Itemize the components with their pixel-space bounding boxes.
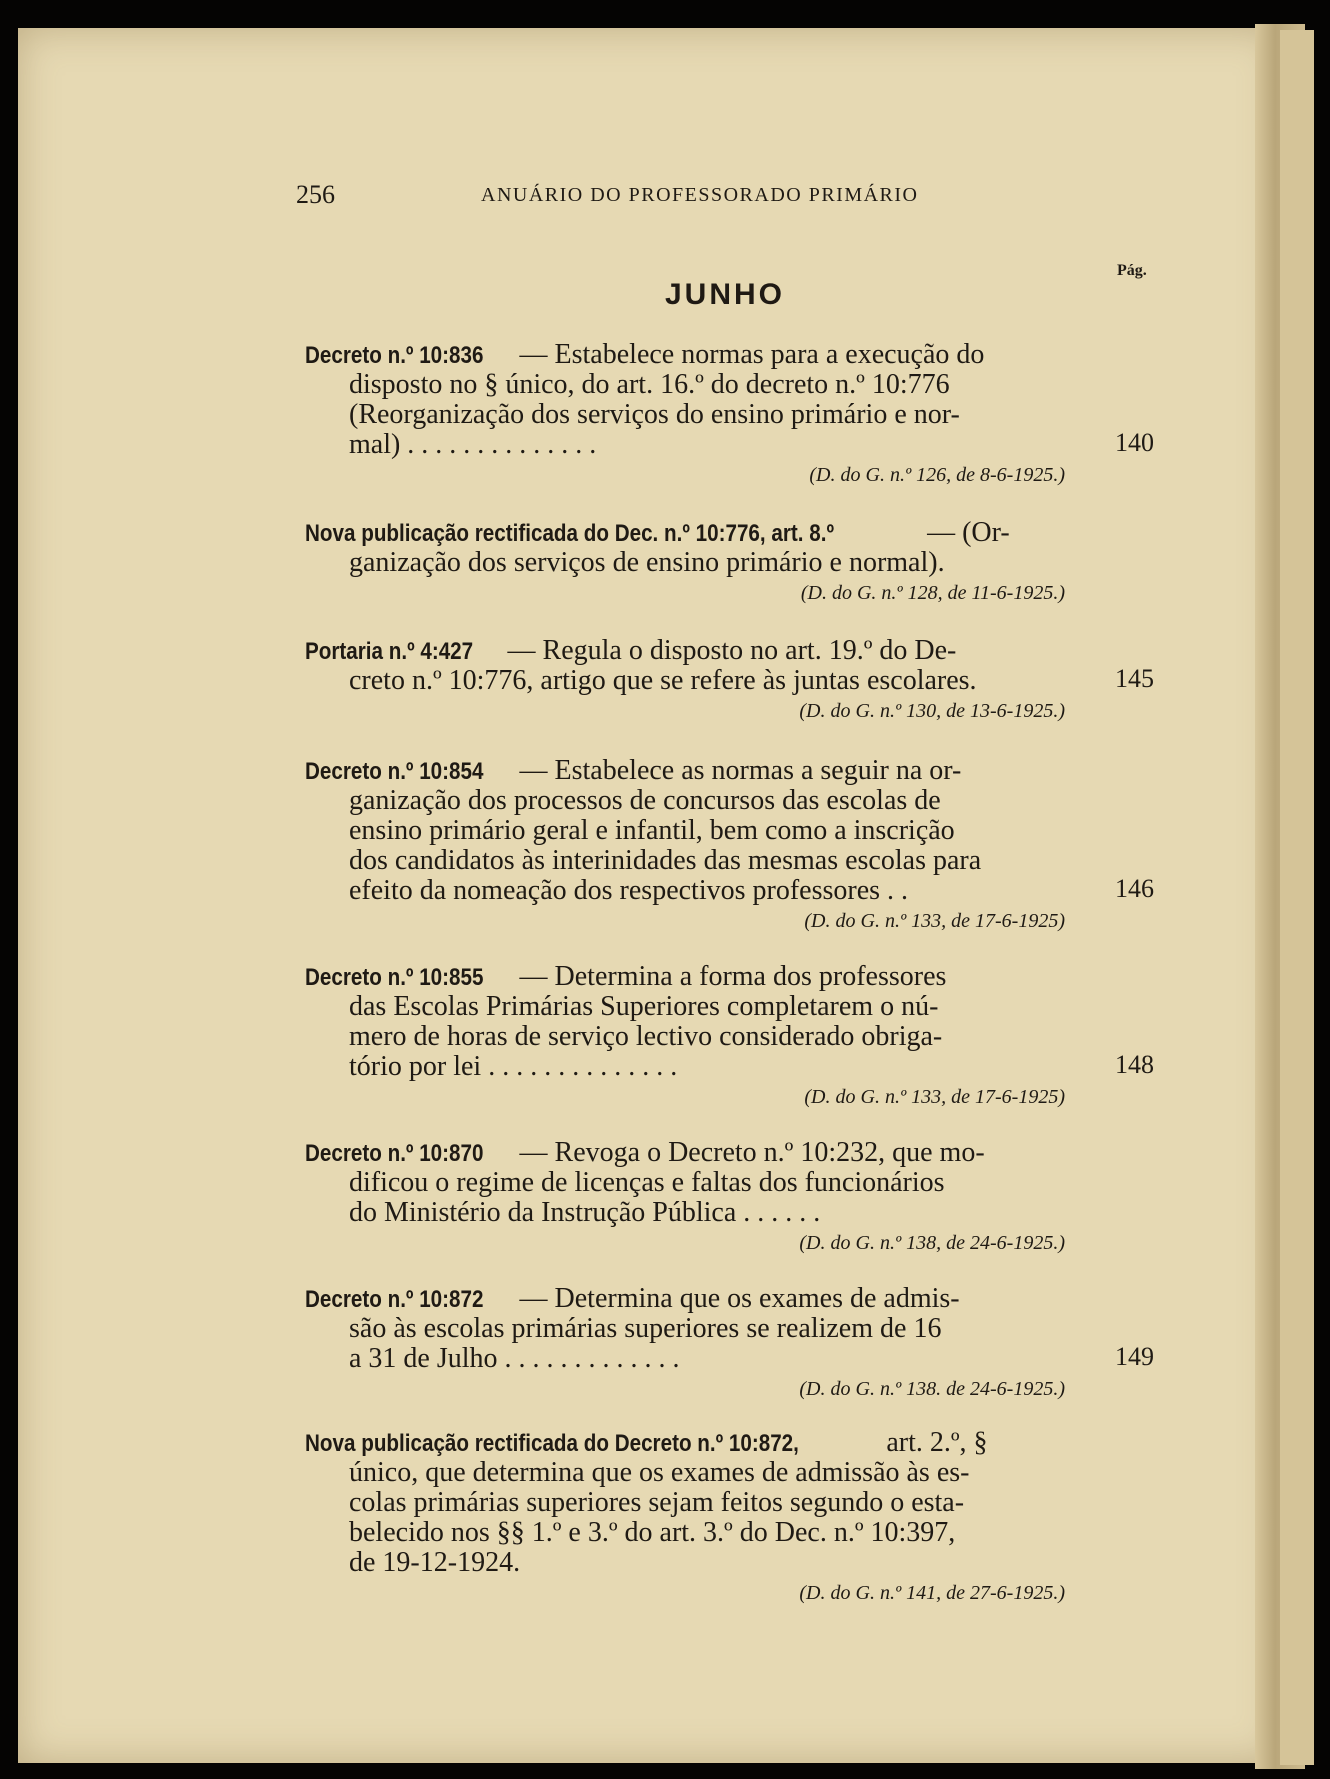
entry-source: (D. do G. n.º 133, de 17-6-1925) xyxy=(804,1086,1065,1108)
entry-source: (D. do G. n.º 130, de 13-6-1925.) xyxy=(799,700,1065,722)
entry-lead: Decreto n.º 10:870 xyxy=(305,1140,484,1167)
entry-line: mero de horas de serviço lectivo considerado obriga- xyxy=(349,1021,943,1052)
month-heading: JUNHO xyxy=(665,278,786,311)
entry-line: ganização dos processos de concursos das escolas de xyxy=(349,785,941,816)
entry-line: são às escolas primárias superiores se realizem de 16 xyxy=(349,1313,942,1344)
entry-decreto-10870 xyxy=(305,1138,1075,1256)
entry-line: mal) . . . . . . . . . . . . . . xyxy=(349,429,597,460)
entry-lead: Decreto n.º 10:855 xyxy=(305,964,484,991)
entry-source: (D. do G. n.º 128, de 11-6-1925.) xyxy=(800,582,1065,604)
entry-line: efeito da nomeação dos respectivos professores . . xyxy=(349,875,909,906)
entry-line: do Ministério da Instrução Pública . . . . . . xyxy=(349,1197,821,1228)
entry-line: dos candidatos às interinidades das mesmas escolas para xyxy=(349,845,982,876)
page-reference: 146 xyxy=(1115,874,1154,903)
entry-lead: Nova publicação rectificada do Decreto n.º 10:872, xyxy=(305,1430,799,1457)
entry-line: a 31 de Julho . . . . . . . . . . . . . xyxy=(349,1343,680,1374)
entry-line: dificou o regime de licenças e faltas dos funcionários xyxy=(349,1167,945,1198)
page-reference: 149 xyxy=(1115,1342,1154,1371)
entry-lead: Decreto n.º 10:836 xyxy=(305,342,484,369)
entry-line: — (Or- xyxy=(927,517,1010,548)
entry-lead: Decreto n.º 10:872 xyxy=(305,1286,484,1313)
page-number: 256 xyxy=(296,180,335,209)
running-header xyxy=(296,180,1096,210)
entry-source: (D. do G. n.º 126, de 8-6-1925.) xyxy=(809,464,1065,486)
entry-line: — Regula o disposto no art. 19.º do De- xyxy=(507,635,957,666)
entry-decreto-10854 xyxy=(305,756,1075,934)
entry-line: de 19-12-1924. xyxy=(349,1547,521,1578)
entry-lead: Decreto n.º 10:854 xyxy=(305,758,484,785)
entry-lead: Nova publicação rectificada do Dec. n.º 10:776, art. 8.º xyxy=(305,520,834,547)
entry-line: único, que determina que os exames de admissão às es- xyxy=(349,1457,970,1488)
page-reference: 145 xyxy=(1115,664,1154,693)
entry-line: tório por lei . . . . . . . . . . . . . . xyxy=(349,1051,678,1082)
entry-line: creto n.º 10:776, artigo que se refere às juntas escolares. xyxy=(349,665,977,696)
page-reference: 148 xyxy=(1115,1050,1154,1079)
entry-source: (D. do G. n.º 138. de 24-6-1925.) xyxy=(799,1378,1065,1400)
entry-decreto-10872 xyxy=(305,1284,1075,1402)
entry-decreto-10855 xyxy=(305,962,1075,1110)
running-title: ANUÁRIO DO PROFESSORADO PRIMÁRIO xyxy=(481,184,919,206)
entry-line: das Escolas Primárias Superiores completarem o nú- xyxy=(349,991,939,1022)
page-reference: 140 xyxy=(1115,428,1154,457)
entry-line: (Reorganização dos serviços do ensino primário e nor- xyxy=(349,399,960,430)
entry-line: art. 2.º, § xyxy=(886,1427,988,1458)
entry-line: belecido nos §§ 1.º e 3.º do art. 3.º do Dec. n.º 10:397, xyxy=(349,1517,956,1548)
entry-line: ganização dos serviços de ensino primário e normal). xyxy=(349,547,945,578)
entry-line: — Determina a forma dos professores xyxy=(519,961,947,992)
entry-portaria-4427 xyxy=(305,636,1075,724)
entry-source: (D. do G. n.º 133, de 17-6-1925) xyxy=(804,910,1065,932)
entry-source: (D. do G. n.º 141, de 27-6-1925.) xyxy=(799,1582,1065,1604)
entry-line: disposto no § único, do art. 16.º do decreto n.º 10:776 xyxy=(349,369,950,400)
entry-source: (D. do G. n.º 138, de 24-6-1925.) xyxy=(799,1232,1065,1254)
page-column-header: Pág. xyxy=(1117,262,1147,279)
entry-line: ensino primário geral e infantil, bem como a inscrição xyxy=(349,815,955,846)
entry-nova-publicacao-10872 xyxy=(305,1428,1075,1606)
entry-lead: Portaria n.º 4:427 xyxy=(305,638,474,665)
entry-line: colas primárias superiores sejam feitos segundo o esta- xyxy=(349,1487,965,1518)
entry-nova-publicacao-10776 xyxy=(305,518,1075,606)
entry-decreto-10836 xyxy=(305,340,1075,488)
entry-line: — Estabelece as normas a seguir na or- xyxy=(519,755,962,786)
entry-line: — Estabelece normas para a execução do xyxy=(519,339,985,370)
entry-line: — Determina que os exames de admis- xyxy=(519,1283,960,1314)
entry-line: — Revoga o Decreto n.º 10:232, que mo- xyxy=(519,1137,985,1168)
